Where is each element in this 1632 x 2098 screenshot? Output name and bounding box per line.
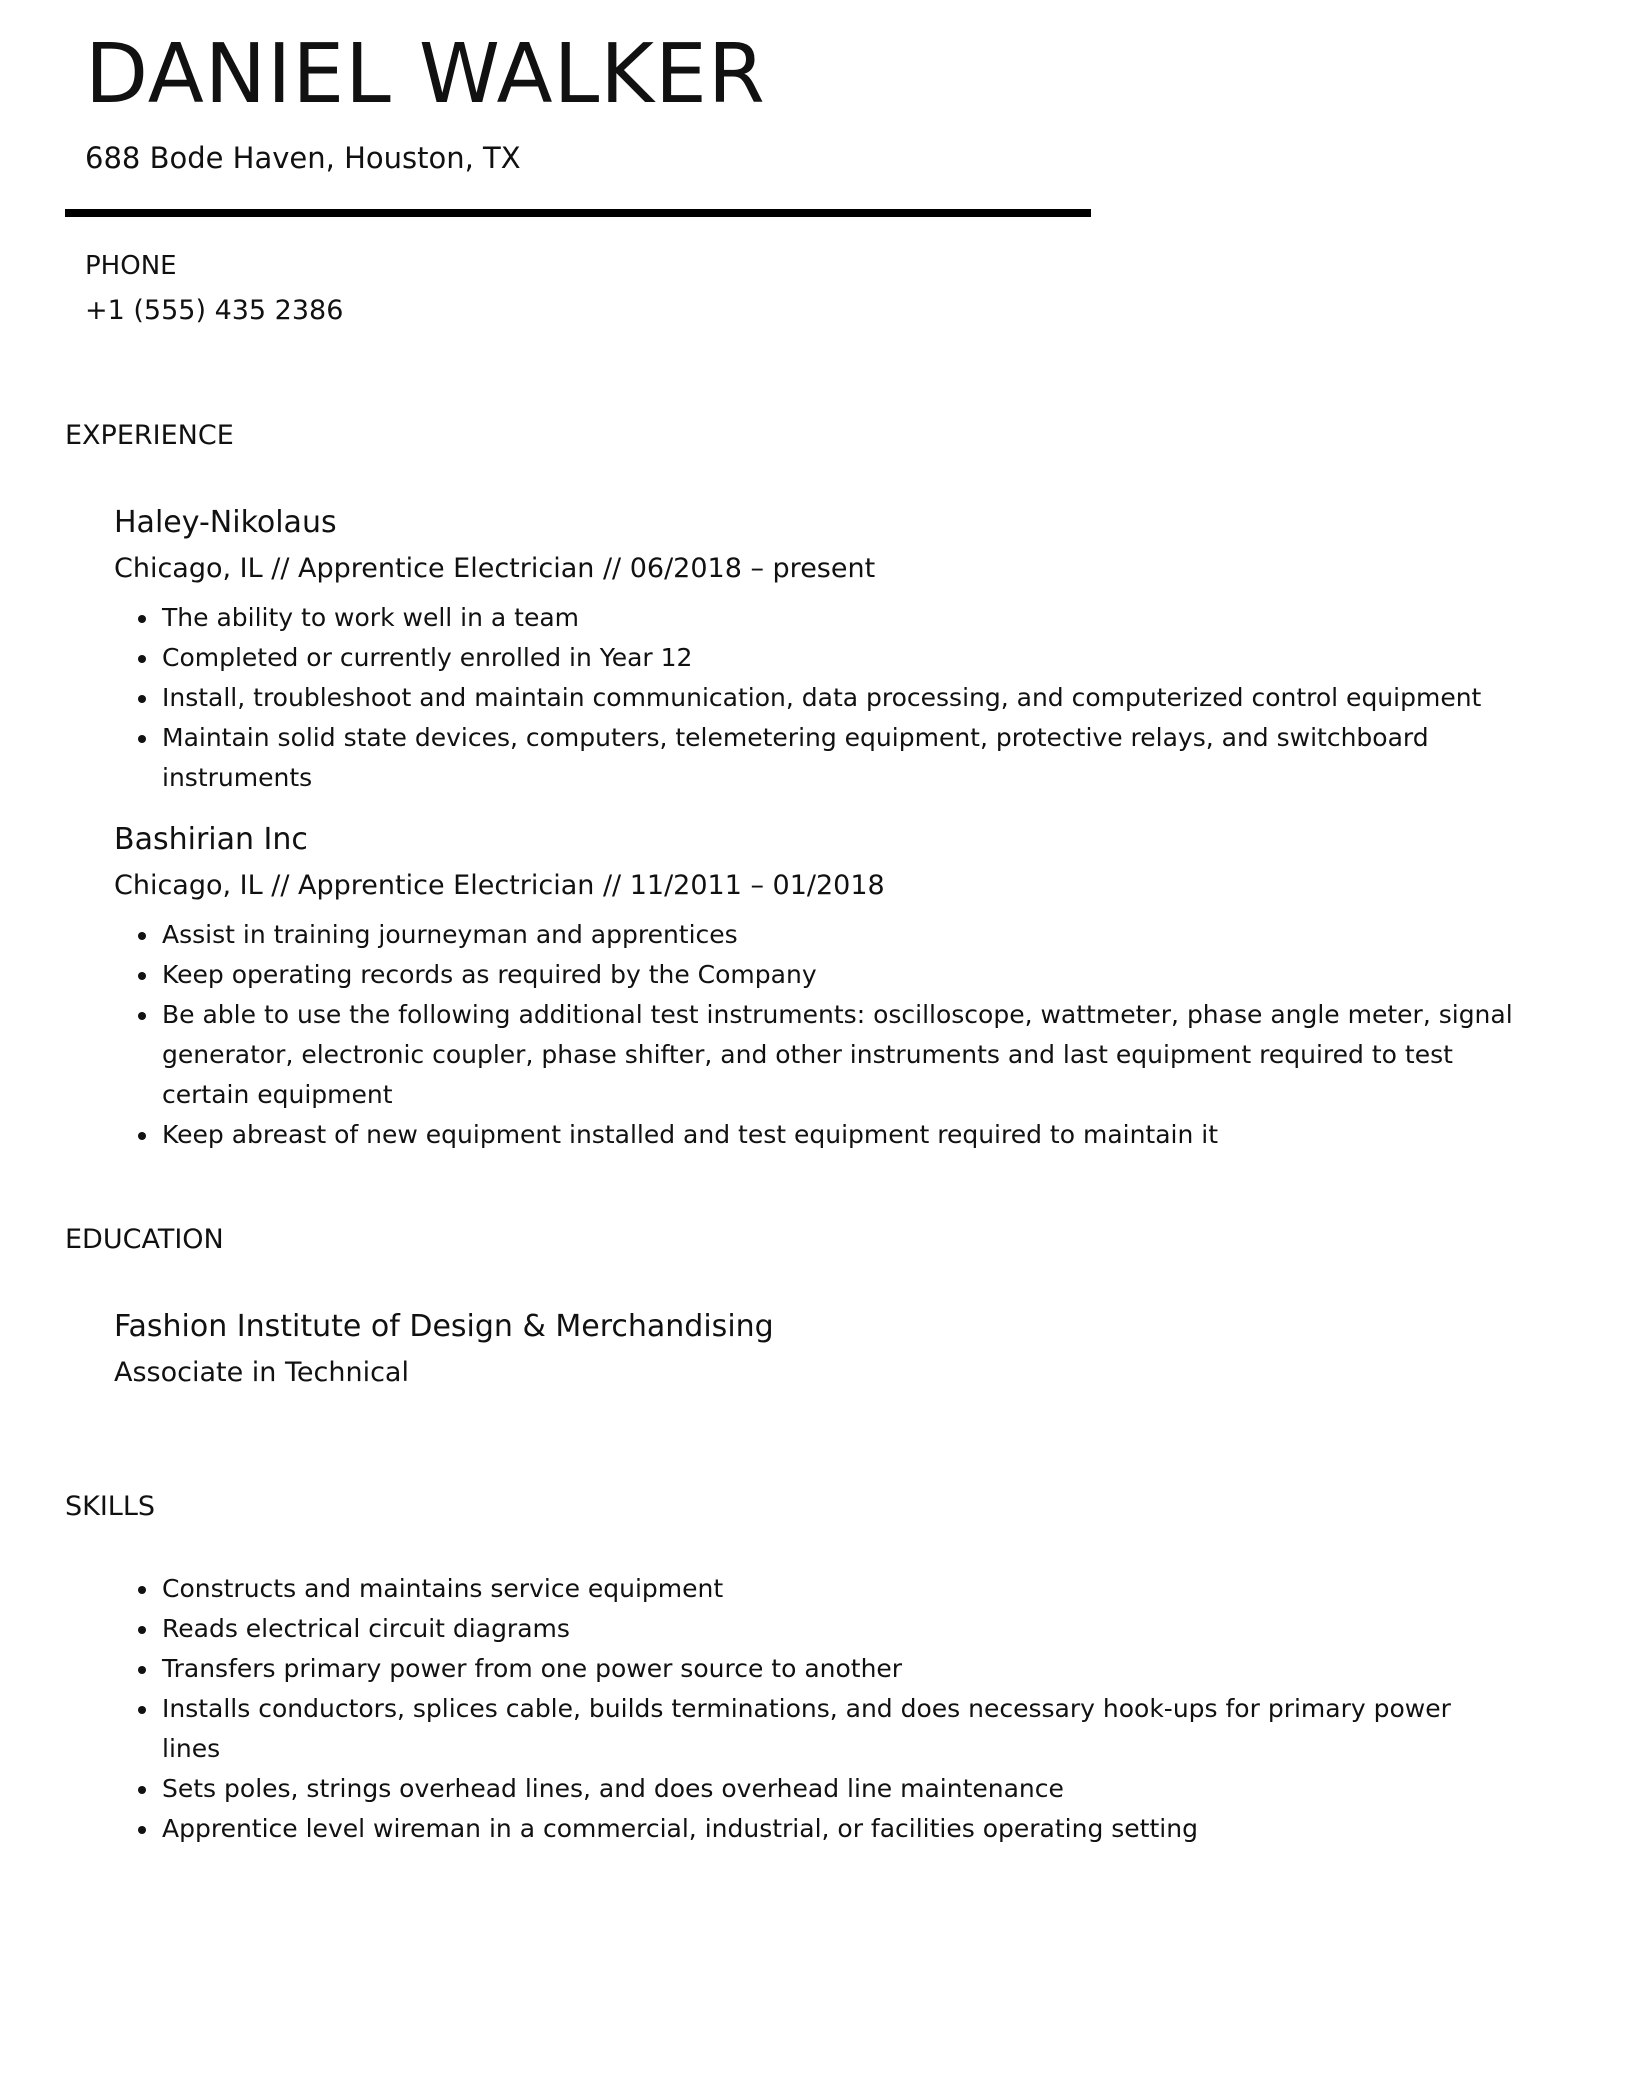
phone-value: +1 (555) 435 2386 [85,295,344,326]
bullet-dot [138,1706,146,1714]
list-item [114,638,1514,678]
bullet-text: Install, troubleshoot and maintain communication, data processing, and computerized control equipment [162,683,1482,712]
list-item [114,678,1514,718]
bullet-dot [138,1132,146,1140]
skills-list [114,1569,1514,1849]
skills-heading: SKILLS [65,1491,156,1522]
list-item [114,1569,1514,1609]
skill-text: Sets poles, strings overhead lines, and does overhead line maintenance [162,1774,1064,1803]
education-degree: Associate in Technical [114,1357,409,1388]
phone-label: PHONE [85,251,177,281]
list-item [114,995,1542,1115]
bullet-dot [138,1666,146,1674]
bullet-dot [138,1012,146,1020]
job-meta: Chicago, IL // Apprentice Electrician // 11/2011 – 01/2018 [114,870,885,901]
education-heading: EDUCATION [65,1224,224,1255]
bullet-text: The ability to work well in a team [162,603,580,632]
job-company: Bashirian Inc [114,822,308,857]
education-school: Fashion Institute of Design & Merchandising [114,1309,774,1344]
candidate-address: 688 Bode Haven, Houston, TX [85,141,521,175]
skill-text: Installs conductors, splices cable, builds terminations, and does necessary hook-ups for primary power lines [162,1694,1451,1763]
list-item [114,1649,1514,1689]
job-bullets [114,915,1514,1155]
bullet-text: Keep abreast of new equipment installed and test equipment required to maintain it [162,1120,1219,1149]
list-item [114,915,1514,955]
bullet-dot [138,655,146,663]
bullet-dot [138,695,146,703]
list-item [114,598,1514,638]
bullet-text: Assist in training journeyman and apprentices [162,920,738,949]
bullet-dot [138,972,146,980]
job-company: Haley-Nikolaus [114,505,337,540]
bullet-dot [138,1586,146,1594]
list-item [114,1115,1514,1155]
candidate-name: DANIEL WALKER [85,27,766,122]
list-item [114,1689,1514,1769]
experience-heading: EXPERIENCE [65,420,234,451]
skill-text: Transfers primary power from one power source to another [162,1654,903,1683]
bullet-text: Maintain solid state devices, computers, telemetering equipment, protective relays, and switchboard instruments [162,723,1429,792]
bullet-text: Completed or currently enrolled in Year 12 [162,643,693,672]
bullet-dot [138,615,146,623]
job-bullets [114,598,1514,798]
bullet-dot [138,735,146,743]
bullet-dot [138,1626,146,1634]
skill-text: Constructs and maintains service equipment [162,1574,724,1603]
skill-text: Reads electrical circuit diagrams [162,1614,570,1643]
bullet-text: Keep operating records as required by the Company [162,960,817,989]
bullet-dot [138,932,146,940]
skill-text: Apprentice level wireman in a commercial, industrial, or facilities operating setting [162,1814,1198,1843]
list-item [114,955,1514,995]
bullet-text: Be able to use the following additional test instruments: oscilloscope, wattmeter, phase angle meter, signal generator, electronic coupler, phase shifter, and other instruments and last equipment required to test certain equipment [162,1000,1513,1109]
header-divider [65,209,1091,217]
job-meta: Chicago, IL // Apprentice Electrician // 06/2018 – present [114,553,876,584]
bullet-dot [138,1786,146,1794]
bullet-dot [138,1826,146,1834]
list-item [114,1769,1514,1809]
list-item [114,1809,1514,1849]
list-item [114,718,1514,798]
list-item [114,1609,1514,1649]
